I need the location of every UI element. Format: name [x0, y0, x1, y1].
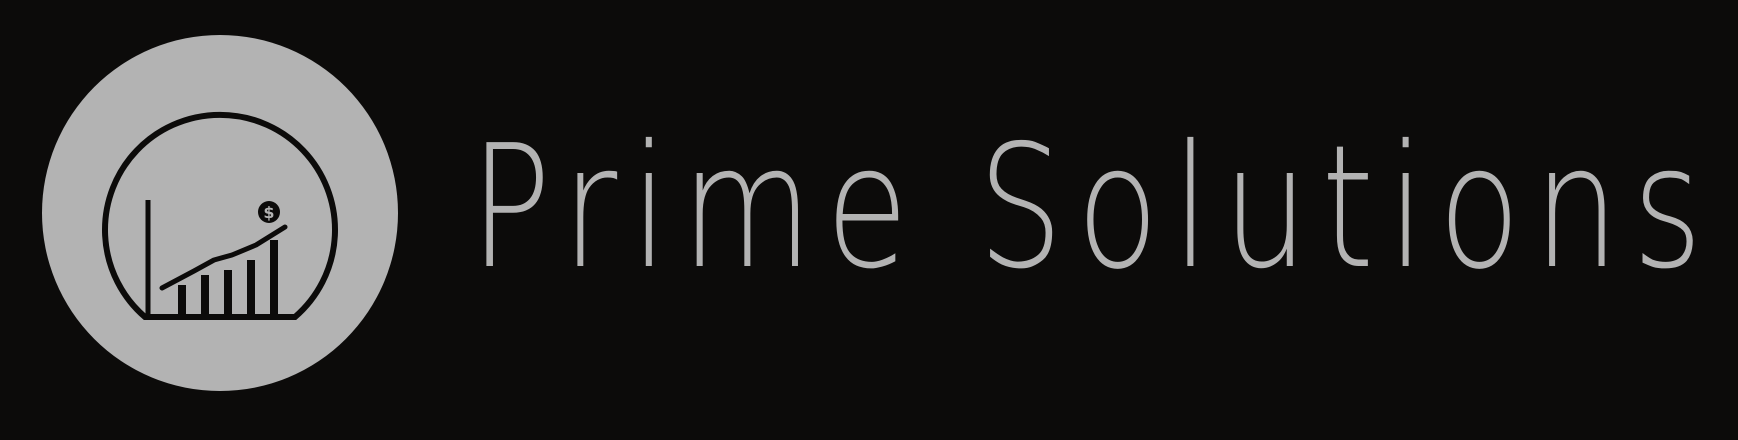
badge-circle — [42, 35, 398, 391]
chart-bar — [247, 260, 255, 317]
growth-chart-dollar-icon — [42, 35, 398, 391]
chart-bar — [178, 285, 186, 317]
brand-name: Prime Solutions — [470, 109, 1716, 307]
chart-bar — [270, 240, 278, 317]
logo-badge — [42, 35, 398, 391]
chart-bar — [201, 275, 209, 317]
chart-bar — [224, 270, 232, 317]
dollar-symbol: $ — [263, 203, 275, 222]
